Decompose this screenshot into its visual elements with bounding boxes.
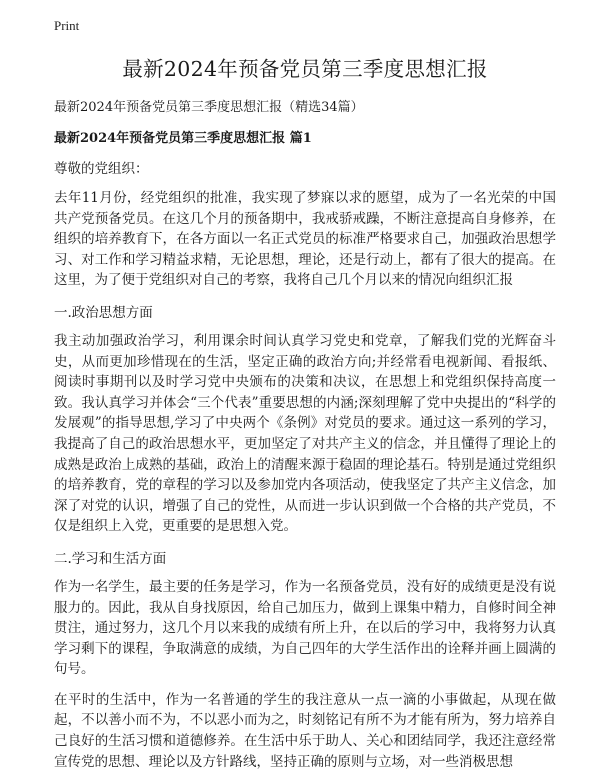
paragraph-study: 作为一名学生，最主要的任务是学习，作为一名预备党员，没有好的成绩更是没有说服力的。因此，我从自身找原因，给自己加压力，做到上课集中精力，自修时间全神贯注，通过努力，这几个月以来我的成绩有所上升，在以后的学习中，我将努力认真学习剩下的课程，争取满意的成绩，为自己四年的大学生活作出的诠释并画上圆满的句号。 [54, 578, 556, 678]
paragraph-life: 在平时的生活中，作为一名普通的学生的我注意从一点一滴的小事做起，从现在做起，不以善小而不为，不以恶小而为之，时刻铭记有所不为才能有所为，努力培养自己良好的生活习惯和道德修养。在生活中乐于助人、关心和团结同学，我还注意经常宣传党的思想、理论以及方针路线，坚持正确的原则与立场，对一些消极思想 [54, 691, 556, 770]
document-page [54, 52, 556, 782]
paragraph-political: 我主动加强政治学习，利用课余时间认真学习党史和党章，了解我们党的光辉奋斗史，从而更加珍惜现在的生活，坚定正确的政治方向;并经常看电视新闻、看报纸、阅读时事期刊以及时学习党中央颁布的决策和决议，在思想上和党组织保持高度一致。我认真学习并体会“三个代表”重要思想的内涵;深刻理解了党中央提出的“科学的发展观”的指导思想,学习了中央两个《条例》对党员的要求。通过这一系列的学习，我提高了自己的政治思想水平，更加坚定了对共产主义的信念，并且懂得了理论上的成熟是政治上成熟的基础，政治上的清醒来源于稳固的理论基石。特别是通过党组织的培养教育，党的章程的学习以及参加党内各项活动，使我坚定了共产主义信念，加深了对党的认识，增强了自己的党性，从而进一步认识到做一个合格的共产党员，不仅是组织上入党，更重要的是思想入党。 [54, 332, 556, 535]
page-title: 最新2024年预备党员第三季度思想汇报 [122, 57, 488, 81]
paragraph-intro: 去年11月份，经党组织的批准，我实现了梦寐以求的愿望，成为了一名光荣的中国共产党预备党员。在这几个月的预备期中，我戒骄戒躁，不断注意提高自身修养，在组织的培养教育下，在各方面以一名正式党员的标准严格要求自己，加强政治思想学习、对工作和学习精益求精，无论思想，理论，还是行动上，都有了很大的提高。在这里，为了便于党组织对自己的考察，我将自己几个月以来的情况向组织汇报 [54, 190, 556, 289]
subhead-study-life: 二.学习和生活方面 [54, 550, 167, 567]
section-heading: 最新2024年预备党员第三季度思想汇报 篇1 [54, 131, 312, 146]
salutation: 尊敬的党组织： [54, 161, 149, 177]
print-link[interactable]: Print [54, 18, 80, 33]
subhead-political: 一.政治思想方面 [54, 304, 153, 321]
document-subtitle: 最新2024年预备党员第三季度思想汇报（精选34篇） [54, 100, 364, 115]
